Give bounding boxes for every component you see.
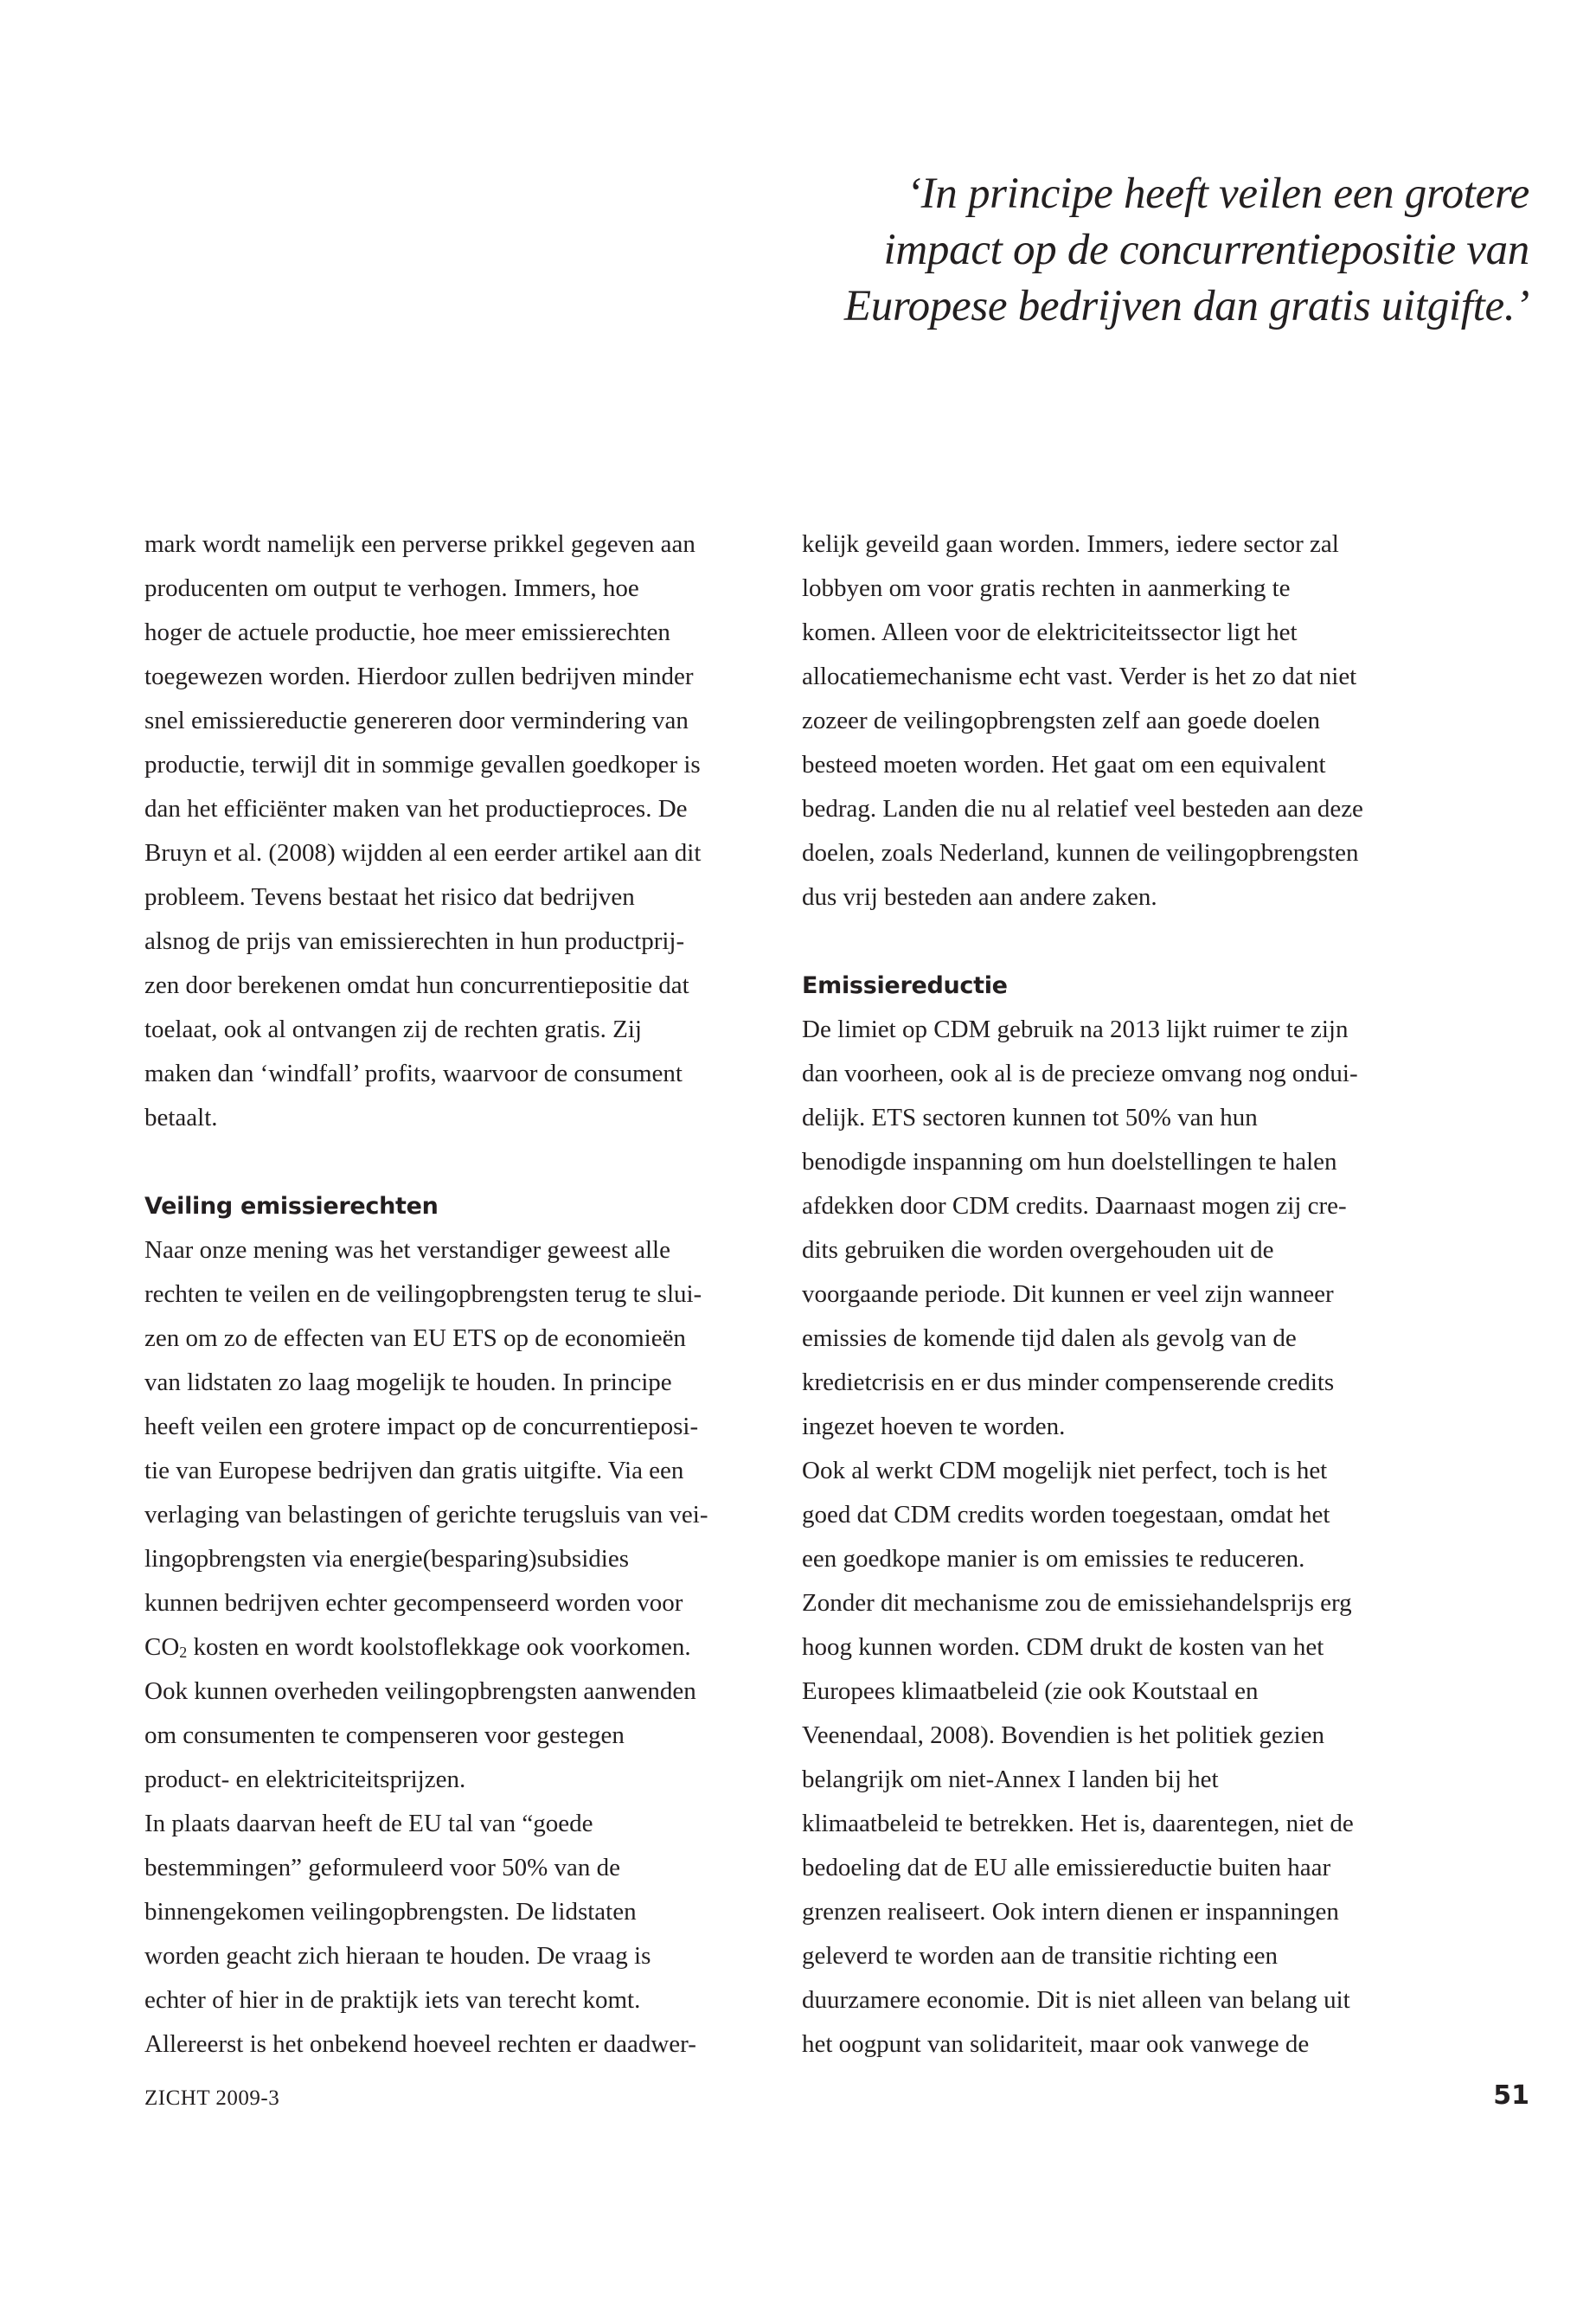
text-line: snel emissiereductie genereren door vermindering van	[144, 707, 689, 734]
text-line: dan het efficiënter maken van het productieproces. De	[144, 795, 688, 823]
footer-publication: ZICHT 2009-3	[144, 2086, 280, 2110]
text-line: kredietcrisis en er dus minder compenserende credits	[802, 1368, 1335, 1396]
text-line: toegewezen worden. Hierdoor zullen bedrijven minder	[144, 663, 694, 690]
text-line: heeft veilen een grotere impact op de concurrentieposi-	[144, 1413, 699, 1440]
text-line: besteed moeten worden. Het gaat om een equivalent	[802, 751, 1326, 779]
text-line: van lidstaten zo laag mogelijk te houden. In principe	[144, 1368, 672, 1396]
pull-quote-line: Europese bedrijven dan gratis uitgifte.’	[843, 282, 1529, 330]
text-line: bedrag. Landen die nu al relatief veel besteden aan deze	[802, 795, 1363, 823]
text-line: hoog kunnen worden. CDM drukt de kosten van het	[802, 1633, 1324, 1661]
co2-prefix: CO	[144, 1633, 180, 1661]
text-line: Ook kunnen overheden veilingopbrengsten aanwenden	[144, 1677, 696, 1705]
text-line: dits gebruiken die worden overgehouden uit de	[802, 1236, 1274, 1264]
text-line: voorgaande periode. Dit kunnen er veel zijn wanneer	[802, 1280, 1334, 1308]
text-line: om consumenten te compenseren voor gestegen	[144, 1721, 625, 1749]
text-line: allocatiemechanisme echt vast. Verder is het zo dat niet	[802, 663, 1357, 690]
text-line: Naar onze mening was het verstandiger geweest alle	[144, 1236, 670, 1264]
text-line: komen. Alleen voor de elektriciteitssector ligt het	[802, 619, 1298, 646]
page-number: 51	[1493, 2080, 1529, 2111]
right-paragraph-2	[802, 1008, 1433, 1449]
text-line: echter of hier in de praktijk iets van terecht komt.	[144, 1986, 641, 2014]
text-line: worden geacht zich hieraan te houden. De vraag is	[144, 1942, 651, 1970]
text-line: grenzen realiseert. Ook intern dienen er inspanningen	[802, 1898, 1339, 1926]
text-line: tie van Europese bedrijven dan gratis uitgifte. Via een	[144, 1457, 684, 1484]
text-line: In plaats daarvan heeft de EU tal van “goede	[144, 1810, 593, 1837]
text-line: maken dan ‘windfall’ profits, waarvoor de consument	[144, 1060, 683, 1087]
text-line: Zonder dit mechanisme zou de emissiehandelsprijs erg	[802, 1589, 1352, 1617]
text-line: bedoeling dat de EU alle emissiereductie buiten haar	[802, 1854, 1331, 1881]
text-line: zozeer de veilingopbrengsten zelf aan goede doelen	[802, 707, 1321, 734]
text-line: Veenendaal, 2008). Bovendien is het politiek gezien	[802, 1721, 1324, 1749]
paragraph-gap	[802, 920, 1433, 964]
text-line: binnengekomen veilingopbrengsten. De lidstaten	[144, 1898, 637, 1926]
text-line: Europees klimaatbeleid (zie ook Koutstaal en	[802, 1677, 1259, 1705]
text-line: een goedkope manier is om emissies te reduceren.	[802, 1545, 1305, 1573]
right-column	[802, 522, 1433, 2067]
text-line: hoger de actuele productie, hoe meer emissierechten	[144, 619, 670, 646]
text-line: zen om zo de effecten van EU ETS op de economieën	[144, 1324, 686, 1352]
text-line: Bruyn et al. (2008) wijdden al een eerder artikel aan dit	[144, 839, 702, 867]
co2-rest: kosten en wordt koolstoflekkage ook voorkomen.	[187, 1633, 691, 1661]
text-line: rechten te veilen en de veilingopbrengsten terug te slui-	[144, 1280, 702, 1308]
left-paragraph-3	[144, 1802, 776, 2067]
pull-quote	[779, 166, 1529, 335]
text-line: kunnen bedrijven echter gecompenseerd worden voor	[144, 1589, 683, 1617]
left-paragraph-2	[144, 1228, 776, 1802]
text-line: delijk. ETS sectoren kunnen tot 50% van hun	[802, 1104, 1258, 1131]
text-line: klimaatbeleid te betrekken. Het is, daarentegen, niet de	[802, 1810, 1354, 1837]
text-line: dan voorheen, ook al is de precieze omvang nog ondui-	[802, 1060, 1358, 1087]
text-line: ingezet hoeven te worden.	[802, 1413, 1066, 1440]
text-line: mark wordt namelijk een perverse prikkel gegeven aan	[144, 530, 695, 558]
text-line: verlaging van belastingen of gerichte terugsluis van vei-	[144, 1501, 708, 1529]
text-line: product- en elektriciteitsprijzen.	[144, 1766, 466, 1793]
text-line: probleem. Tevens bestaat het risico dat bedrijven	[144, 883, 635, 911]
text-line: Allereerst is het onbekend hoeveel rechten er daadwer-	[144, 2030, 696, 2058]
left-paragraph-1	[144, 522, 776, 1140]
co2-line	[144, 1625, 776, 1670]
text-line: lingopbrengsten via energie(besparing)subsidies	[144, 1545, 629, 1573]
right-paragraph-3	[802, 1449, 1433, 2067]
text-line: Ook al werkt CDM mogelijk niet perfect, toch is het	[802, 1457, 1328, 1484]
text-line: betaalt.	[144, 1104, 218, 1131]
text-line: afdekken door CDM credits. Daarnaast mogen zij cre-	[802, 1192, 1347, 1220]
text-line: bestemmingen” geformuleerd voor 50% van de	[144, 1854, 621, 1881]
pull-quote-line: impact op de concurrentiepositie van	[883, 226, 1529, 274]
section-heading-emissiereductie: Emissiereductie	[802, 972, 1008, 999]
text-line: alsnog de prijs van emissierechten in hun productprij-	[144, 927, 685, 955]
text-line: toelaat, ook al ontvangen zij de rechten gratis. Zij	[144, 1016, 642, 1043]
right-paragraph-1	[802, 522, 1433, 920]
text-line: goed dat CDM credits worden toegestaan, omdat het	[802, 1501, 1330, 1529]
text-line: belangrijk om niet-Annex I landen bij het	[802, 1766, 1219, 1793]
text-line: kelijk geveild gaan worden. Immers, iedere sector zal	[802, 530, 1339, 558]
left-column	[144, 522, 776, 2067]
text-line: producenten om output te verhogen. Immers, hoe	[144, 574, 639, 602]
text-line: duurzamere economie. Dit is niet alleen van belang uit	[802, 1986, 1350, 2014]
pull-quote-line: ‘In principe heeft veilen een grotere	[906, 170, 1529, 218]
text-line: doelen, zoals Nederland, kunnen de veilingopbrengsten	[802, 839, 1359, 867]
paragraph-gap	[144, 1140, 776, 1184]
section-heading-veiling: Veiling emissierechten	[144, 1193, 439, 1220]
text-line: dus vrij besteden aan andere zaken.	[802, 883, 1157, 911]
text-line: benodigde inspanning om hun doelstellingen te halen	[802, 1148, 1337, 1176]
text-line: De limiet op CDM gebruik na 2013 lijkt ruimer te zijn	[802, 1016, 1349, 1043]
text-line: productie, terwijl dit in sommige gevallen goedkoper is	[144, 751, 701, 779]
text-line: het oogpunt van solidariteit, maar ook vanwege de	[802, 2030, 1310, 2058]
text-line: lobbyen om voor gratis rechten in aanmerking te	[802, 574, 1291, 602]
text-line: geleverd te worden aan de transitie richting een	[802, 1942, 1278, 1970]
text-line: emissies de komende tijd dalen als gevolg van de	[802, 1324, 1297, 1352]
text-line: zen door berekenen omdat hun concurrentiepositie dat	[144, 971, 689, 999]
co2-subscript: 2	[179, 1644, 188, 1661]
